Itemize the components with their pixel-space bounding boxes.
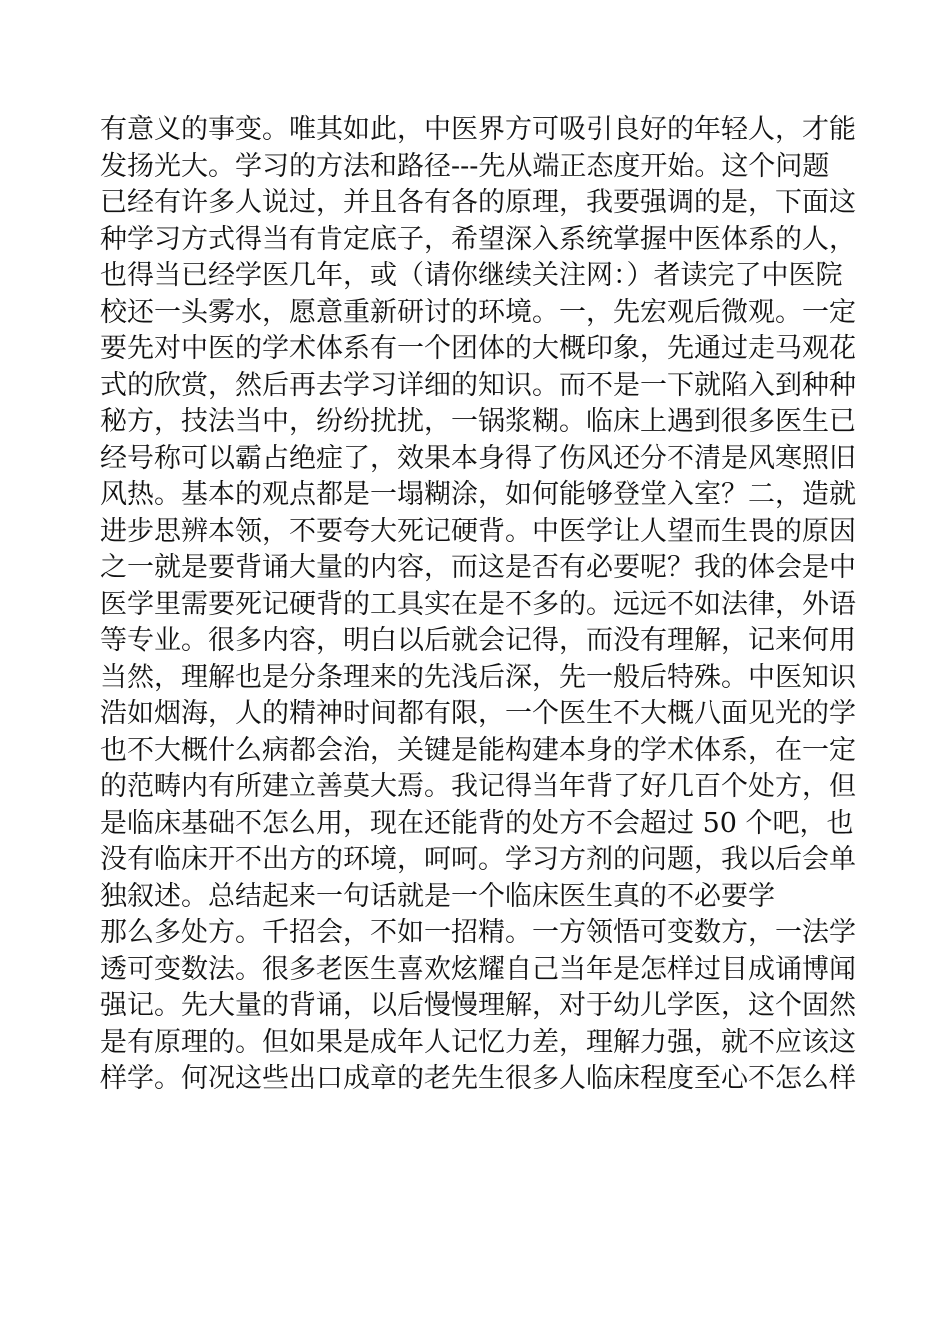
text-line: 也得当已经学医几年，或（请你继续关注网：）者读完了中医院 [100,260,843,291]
text-line: 独叙述。总结起来一句话就是一个临床医生真的不必要学 [100,880,775,912]
body-text [100,112,860,1098]
text-line: 有意义的事变。唯其如此，中医界方可吸引良好的年轻人，才能 [100,114,856,145]
text-line: 强记。先大量的背诵，以后慢慢理解，对于幼儿学医，这个固然 [100,990,856,1021]
text-line: 当然，理解也是分条理来的先浅后深，先一般后特殊。中医知识 [100,661,856,693]
text-line: 式的欣赏，然后再去学习详细的知识。而不是一下就陷入到种种 [100,369,856,401]
text-line: 医学里需要死记硬背的工具实在是不多的。远远不如法律，外语 [100,588,856,620]
text-line: 秘方，技法当中，纷纷扰扰，一锅浆糊。临床上遇到很多医生已 [100,406,856,437]
text-line: 经号称可以霸占绝症了，效果本身得了伤风还分不清是风寒照旧 [100,442,856,474]
text-line: 那么多处方。千招会，不如一招精。一方领悟可变数方，一法学 [100,917,856,948]
text-line: 的范畴内有所建立善莫大焉。我记得当年背了好几百个处方，但 [100,771,856,802]
text-line: 是临床基础不怎么用，现在还能背的处方不会超过 50 个吧，也 [100,807,854,839]
text-line: 风热。基本的观点都是一塌糊涂，如何能够登堂入室？二，造就 [100,479,856,510]
text-line: 透可变数法。很多老医生喜欢炫耀自己当年是怎样过目成诵博闻 [100,953,856,985]
text-line: 等专业。很多内容，明白以后就会记得，而没有理解，记来何用 [100,625,856,656]
text-line: 也不大概什么病都会治，关键是能构建本身的学术体系，在一定 [100,734,856,766]
text-line: 校还一头雾水，愿意重新研讨的环境。一，先宏观后微观。一定 [100,296,856,328]
text-line: 种学习方式得当有肯定底子，希望深入系统掌握中医体系的人， [100,223,856,255]
text-line: 没有临床开不出方的环境，呵呵。学习方剂的问题，我以后会单 [100,844,856,875]
text-line: 之一就是要背诵大量的内容，而这是否有必要呢？我的体会是中 [100,552,856,583]
text-line: 浩如烟海，人的精神时间都有限，一个医生不大概八面见光的学 [100,698,856,729]
text-line: 已经有许多人说过，并且各有各的原理，我要强调的是，下面这 [100,187,856,218]
text-line: 是有原理的。但如果是成年人记忆力差，理解力强，就不应该这 [100,1026,856,1058]
text-line: 进步思辨本领，不要夸大死记硬背。中医学让人望而生畏的原因 [100,515,856,547]
text-line: 要先对中医的学术体系有一个团体的大概印象，先通过走马观花 [100,333,856,364]
text-line: 发扬光大。学习的方法和路径---先从端正态度开始。这个问题 [100,150,830,182]
text-line: 样学。何况这些出口成章的老先生很多人临床程度至心不怎么样 [100,1063,856,1094]
